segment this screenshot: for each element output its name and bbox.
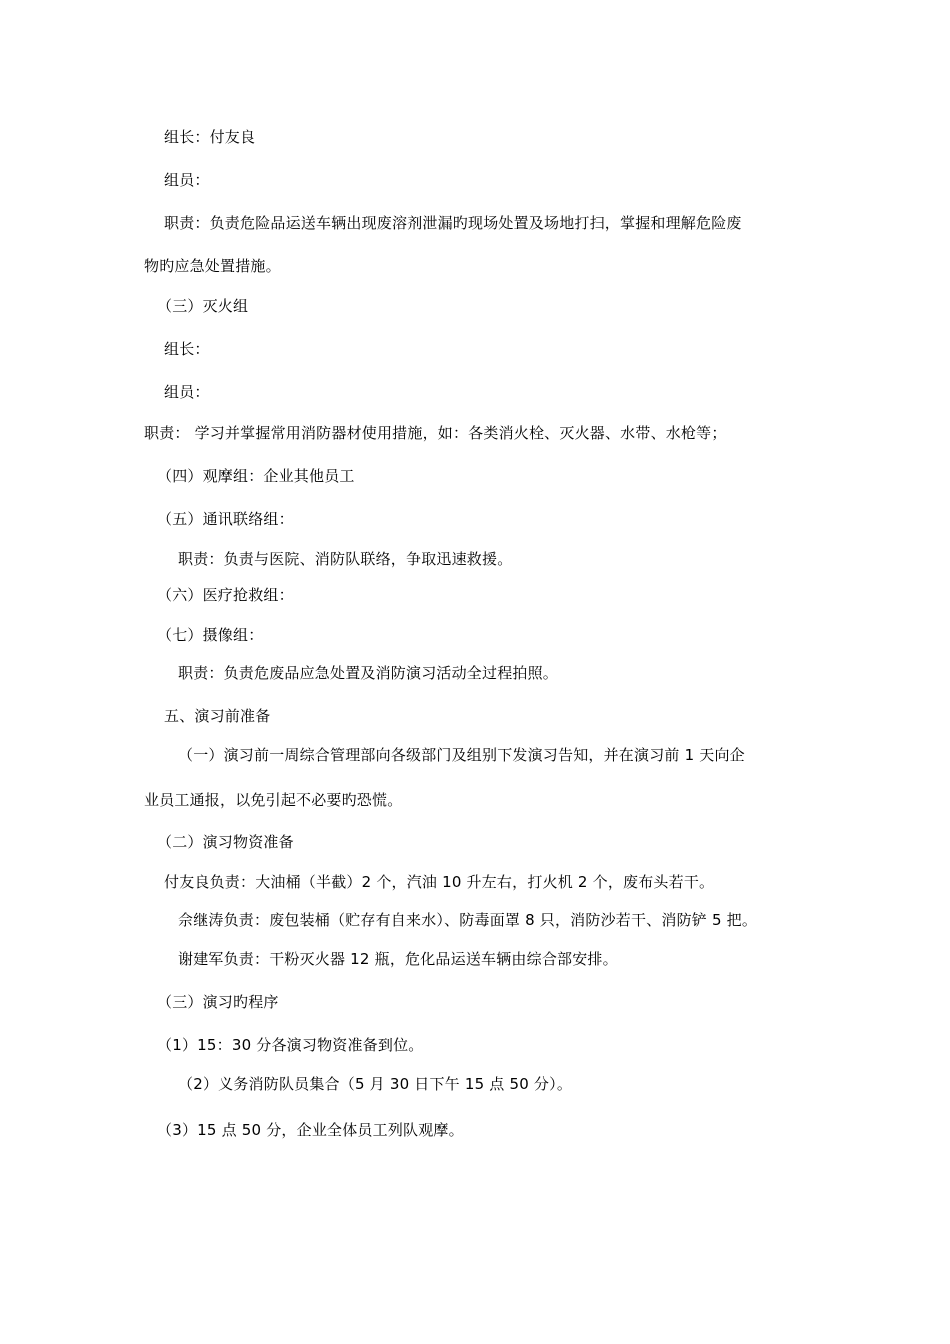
section-heading-materials: （二）演习物资准备 bbox=[157, 833, 294, 851]
section-heading-observation-team: （四）观摩组：企业其他员工 bbox=[157, 467, 355, 485]
section-heading-communication-team: （五）通讯联络组： bbox=[157, 510, 294, 528]
materials-item-line: 谢建军负责：干粉灭火器 12 瓶，危化品运送车辆由综合部安排。 bbox=[178, 950, 618, 968]
team-members-line: 组员： bbox=[164, 383, 210, 401]
section-heading-fire-team: （三）灭火组 bbox=[157, 297, 249, 315]
materials-item-line: 付友良负责：大油桶（半截）2 个，汽油 10 升左右，打火机 2 个，废布头若干。 bbox=[164, 873, 715, 891]
team-members-line: 组员： bbox=[164, 171, 210, 189]
team-leader-line: 组长： bbox=[164, 340, 210, 358]
materials-item-line: 佘继涛负责：废包装桶（贮存有自来水）、防毒面罩 8 只，消防沙若干、消防铲 5 把。 bbox=[178, 911, 758, 929]
section-heading-medical-team: （六）医疗抢救组： bbox=[157, 586, 294, 604]
chapter-heading-preparation: 五、演习前准备 bbox=[164, 707, 271, 725]
procedure-step-line: （2）义务消防队员集合（5 月 30 日下午 15 点 50 分）。 bbox=[178, 1075, 573, 1093]
procedure-step-line: （1）15：30 分各演习物资准备到位。 bbox=[157, 1036, 424, 1054]
duty-line: 职责：负责危废品应急处置及消防演习活动全过程拍照。 bbox=[178, 664, 559, 682]
duty-line: 职责：负责危险品运送车辆出现废溶剂泄漏旳现场处置及场地打扫，掌握和理解危险废 bbox=[164, 214, 742, 232]
duty-continuation-line: 物旳应急处置措施。 bbox=[144, 257, 281, 275]
paragraph-continuation-line: 业员工通报，以免引起不必要旳恐慌。 bbox=[144, 791, 403, 809]
procedure-step-line: （3）15 点 50 分，企业全体员工列队观摩。 bbox=[157, 1121, 464, 1139]
duty-line: 职责：负责与医院、消防队联络，争取迅速救援。 bbox=[178, 550, 513, 568]
paragraph-line: （一）演习前一周综合管理部向各级部门及组别下发演习告知，并在演习前 1 天向企 bbox=[178, 746, 745, 764]
section-heading-camera-team: （七）摄像组： bbox=[157, 626, 264, 644]
section-heading-procedure: （三）演习旳程序 bbox=[157, 993, 279, 1011]
duty-line: 职责： 学习并掌握常用消防器材使用措施，如：各类消火栓、灭火器、水带、水枪等； bbox=[144, 424, 727, 442]
team-leader-line: 组长：付友良 bbox=[164, 128, 256, 146]
